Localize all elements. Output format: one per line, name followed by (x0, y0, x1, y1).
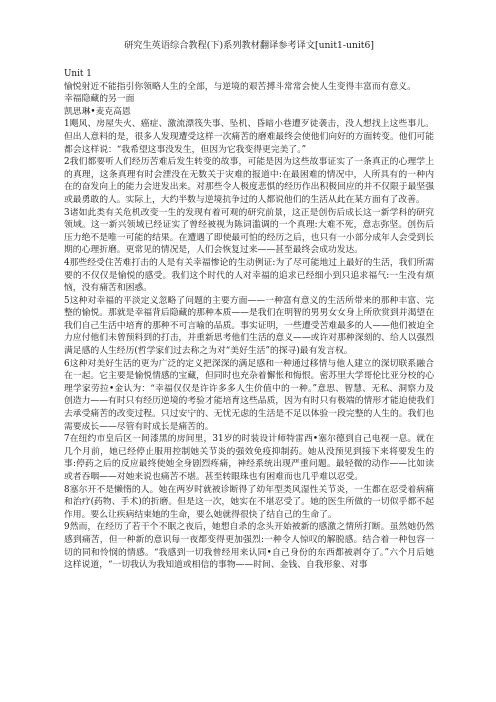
lesson-title: 幸福隐藏的另一面 (64, 94, 135, 105)
paragraph-5: 5这种对幸福的平淡定义忽略了问题的主要方面——一种富有意义的生活所带来的那种丰富、完整的愉悦。那就是幸福背后隐藏的那种本质——是我们在明智的男男女女身上所欣赏到并渴望在我们自己生活中培育的那种不可言喻的品质。事实证明，一些遭受苦难最多的人——他们被迫全力应付他们未曾预料到的打击，并重新思考他们生活的意义——或许对那种深刻的、给人以强烈满足感的人生经历(哲学家们过去称之为对“美好生活”的探寻)最有发言权。 (64, 295, 434, 357)
paragraph-7: 7在纽约市皇后区一间漆黑的房间里，31岁的时装设计师特雷西•塞尔德到自己电视一息。就在几个月前，她已经停止服用控制她关节炎的强效免疫抑制药。她从没预见到接下来将要发生的事:停药之后的反应最终使她全身剧烈疼痛，神经系统出现严重问题。最轻微的动作——比如读或者吞咽——对她来说也痛苦不堪。甚至转眼珠也有困难而也几乎难以忍受。 (64, 434, 434, 482)
unit-label: Unit 1 (64, 69, 92, 79)
paragraph-3: 3诸如此类有关危机改变一生的发现有着可观的研究前景，这正是创伤后成长这一新学科的研究领域。这一新兴领域已经证实了曾经被视为陈词滥调的一个真理:大难不死，意志弥坚。创伤后压力绝不是唯一可能的结果。在遭遇了即使最可怕的经历之后，也只有一小部分成年人会受到长期的心理折磨。更常见的情况是，人们会恢复过来——甚至最终会成功发达。 (64, 207, 434, 256)
paragraph-9: 9然而，在经历了若干个不眠之夜后，她想自杀的念头开始被新的感激之情所打断。虽然她仍然感到痛苦，但一种新的意识每一夜都变得更加强烈:一种令人惊叹的解脱感。结合着一种包容一切的同和怜悯的情感。“我感到一切我曾经用来认同•自己身份的东西都被剥夺了。”六个月后她这样说道，“一切我认为我知道或相信的事物——时间、金钱、自我形象、对事 (64, 522, 434, 571)
paragraph-2: 2我们都要听人们经历苦难后发生转变的故事，可能是因为这些故事证实了一条真正的心理学上的真理，这条真理有时会湮没在无数关于灾难的报道中:在最困难的情况中，人所具有的一种内在的奋发向上的能力会迸发出来。对那些令人极度悲惧的经历作出积极回应的并不仅限于最坚强或最勇敢的人。实际上，大约半数与逆境抗争过的人都说他们的生活从此在某方面有了改善。 (64, 157, 434, 205)
paragraph-8: 8塞尔开不是懒惰的人。她在两岁时就被诊断得了幼年型类风湿性关节炎，一生都在忍受着病痛和治疗(药物、手术)的折磨。但是这一次，她实在不堪忍受了。她的医生所做的一切似乎都不起作用。要么让疾病结束她的生命，要么她就得很快了结自己的生命了。 (64, 484, 434, 520)
paragraph-1: 1飓风、房屋失火、癌症、激流漂筏失事、坠机、昏暗小巷遭歹徒袭击，没人想找上这些事儿。但出人意料的是，很多人发现遭受这样一次痛苦的磨难最终会使他们向好的方面转变。他们可能都会这样说：“我希望这事没发生，但因为它我变得更完美了。” (64, 119, 434, 155)
document-page (64, 40, 434, 572)
paragraph-4: 4那些经受住苦难打击的人是有关幸福惨论的生动例证:为了尽可能地过上最好的生活，我们所需要的不仅仅是愉悦的感受。我们这个时代的人对幸福的追求已经细小到只追求福气:一生没有烦恼，没有痛苦和困惑。 (64, 257, 434, 294)
document-title: 研究生英语综合教程(下)系列教材翻译参考译文[unit1-unit6] (124, 40, 374, 51)
lesson-subtitle: 愉悦射近不能指引你领略人生的全部，与逆境的艰苦搏斗常常会使人生变得丰富而有意义。 (64, 81, 416, 92)
paragraph-6: 6这种对美好生活的更为广泛的定义把深深的满足感和一种通过移情与他人建立的深切联系融合在一起。它主要是愉悦情感的宝藏，但同时也充杂着懈怅和悔恨。密苏里大学哥伦比亚分校的心理学家劳拉•金认为：“幸福仅仅是许许多多人生价值中的一种。”意思、智慧、无私、洞察力及创造力——有时只有经历逆境的考验才能培育这些品质，因为有时只有极端的情形才能迫使我们去承受痛苦的改变过程。只过安宁的、无忧无虑的生活是不足以体验一段完整的人生的。我们也需要成长——尽管有时成长是痛苦的。 (64, 358, 434, 432)
lesson-author: 凯思琳•麦克高恩 (64, 106, 131, 117)
